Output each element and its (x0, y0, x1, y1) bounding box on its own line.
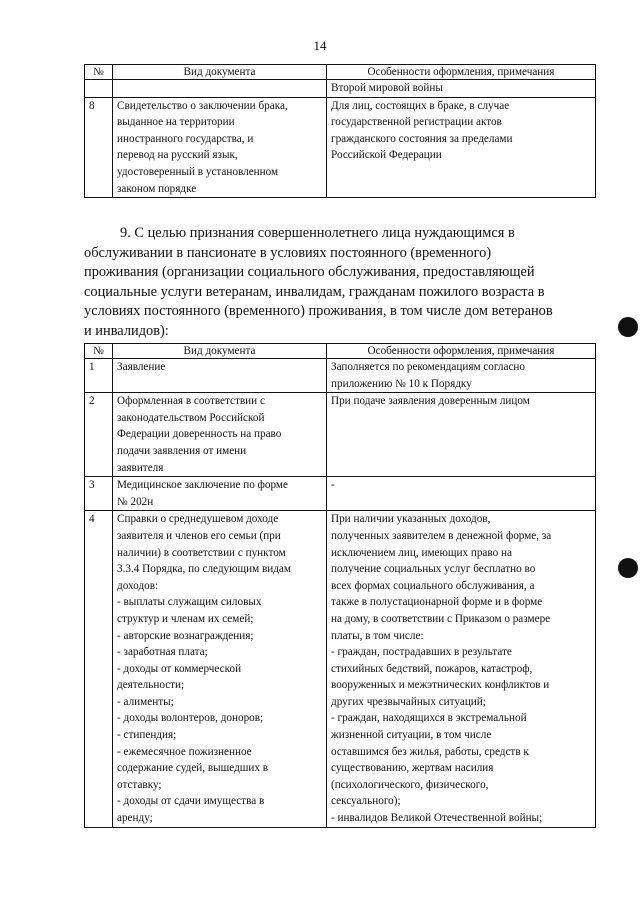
cell-line: содержание судей, вышедших в (117, 762, 269, 775)
table-header-row (85, 344, 596, 359)
cell-line: Свидетельство о заключении брака, (117, 99, 288, 112)
cell-line: Справки о среднедушевом доходе (117, 513, 279, 526)
document-cell (113, 511, 327, 827)
continuation-row (85, 80, 596, 98)
paragraph-line: проживания (организации социального обслуживания, предоставляющей (84, 264, 535, 281)
cell-line: Российской Федерации (331, 149, 442, 162)
paragraph-line: 9. С целью признания совершеннолетнего лица нуждающимся в (120, 225, 515, 241)
cell-line: - доходы от сдачи имущества в (117, 795, 265, 808)
cell-line: выданное на территории (117, 116, 235, 129)
documents-table-continued (84, 64, 596, 198)
punch-hole-dot (618, 558, 638, 578)
cell-line: жизненной ситуации, в том числе (331, 729, 492, 742)
cell-line: на дому, в соответствии с Приказом о размере (331, 612, 551, 625)
document-cell (113, 393, 327, 477)
table-header-row (85, 65, 596, 80)
cell-line: доходов: (117, 579, 159, 592)
cell-line: - доходы от коммерческой (117, 662, 242, 675)
cell-line: - заработная плата; (117, 646, 208, 659)
cell-line: - ежемесячное пожизненное (117, 745, 252, 758)
continuation-note: Второй мировой войны (327, 80, 596, 98)
table-body (85, 359, 596, 828)
cell-line: Заполняется по рекомендациям согласно (331, 361, 526, 373)
cell-line: всех формах социального обслуживания, а (331, 579, 535, 592)
row-number: 4 (85, 511, 113, 827)
note-cell (327, 393, 596, 477)
cell-line: - граждан, находящихся в экстремальной (331, 712, 527, 725)
cell-line: подачи заявления от имени (117, 444, 247, 457)
page-number: 14 (313, 38, 327, 53)
document-cell (113, 359, 327, 393)
table-row (85, 393, 596, 477)
cell-line: (психологического, физического, (331, 778, 489, 791)
cell-line: гражданского состояния за пределами (331, 132, 513, 145)
paragraph-line: условиях постоянного (временного) проживания, в том числе дом ветеранов (84, 303, 553, 320)
cell-line: сексуального); (331, 795, 401, 808)
cell-line: законом порядке (117, 182, 197, 195)
cell-line: - авторские вознаграждения; (117, 629, 254, 642)
cell-line: платы, в том числе: (331, 629, 424, 642)
cell-line: также в полустационарной форме и в форме (331, 596, 543, 609)
cell-line: структур и членам их семей; (117, 612, 254, 625)
note-cell (327, 511, 596, 827)
cell-line: иностранного государства, и (117, 132, 254, 145)
cell-line: оставшимся без жилья, работы, средств к (331, 745, 529, 758)
cell-line: перевод на русский язык, (117, 149, 238, 162)
empty-cell (85, 80, 113, 98)
paragraph-line: социальные услуги ветеранам, инвалидам, гражданам пожилого возраста в (84, 283, 545, 300)
cell-line: приложению № 10 к Порядку (331, 377, 472, 390)
cell-line: - выплаты служащим силовых (117, 596, 262, 609)
documents-table (84, 343, 596, 828)
cell-line: - инвалидов Великой Отечественной войны; (331, 812, 543, 825)
cell-line: - стипендия; (117, 729, 177, 742)
empty-cell (113, 80, 327, 98)
cell-line: Заявление (117, 361, 166, 373)
cell-line: При подаче заявления доверенным лицом (331, 395, 530, 408)
column-header-notes: Особенности оформления, примечания (327, 65, 596, 80)
cell-line: - доходы волонтеров, доноров; (117, 712, 264, 725)
table-row (85, 477, 596, 511)
cell-line: заявителя (117, 461, 164, 474)
cell-line: удостоверенный в установленном (117, 165, 279, 178)
column-header-number: № (85, 65, 113, 80)
table-row (85, 97, 596, 198)
row-number: 8 (85, 97, 113, 198)
document-cell (113, 477, 327, 511)
paragraph-line: и инвалидов): (84, 322, 169, 339)
column-header-document: Вид документа (113, 65, 327, 80)
cell-line: получение социальных услуг бесплатно во (331, 563, 536, 576)
cell-line: государственной регистрации актов (331, 116, 502, 129)
cell-line: полученных заявителем в денежной форме, за (331, 529, 552, 542)
cell-line: - алименты; (117, 695, 174, 708)
cell-line: Оформленная в соответствии с (117, 395, 265, 408)
cell-line: заявителя и членов его семьи (при (117, 529, 281, 542)
cell-line: аренду; (117, 812, 153, 825)
cell-line: законодательством Российской (117, 411, 265, 424)
note-cell (327, 477, 596, 511)
cell-line: Медицинское заключение по форме (117, 479, 288, 492)
table-row (85, 359, 596, 393)
document-cell (113, 97, 327, 198)
cell-line: Федерации доверенность на право (117, 428, 282, 441)
cell-line: 3.3.4 Порядка, по следующим видам (117, 563, 291, 576)
cell-line: стихийных бедствий, пожаров, катастроф, (331, 662, 533, 675)
cell-line: исключением лиц, имеющих право на (331, 546, 512, 559)
cell-line: деятельности; (117, 679, 185, 692)
table-row (85, 511, 596, 827)
punch-hole-dot (618, 317, 638, 337)
column-header-notes: Особенности оформления, примечания (327, 344, 596, 359)
cell-line: других чрезвычайных ситуаций; (331, 695, 486, 708)
cell-line: вооруженных и межэтнических конфликтов и (331, 679, 550, 692)
cell-line: отставку; (117, 778, 162, 791)
row-number: 3 (85, 477, 113, 511)
row-number: 1 (85, 359, 113, 393)
column-header-number: № (85, 344, 113, 359)
note-cell (327, 97, 596, 198)
cell-line: наличии) в соответствии с пунктом (117, 546, 286, 559)
row-number: 2 (85, 393, 113, 477)
column-header-document: Вид документа (113, 344, 327, 359)
cell-line: № 202н (117, 495, 154, 508)
cell-line: - граждан, пострадавших в результате (331, 646, 512, 659)
cell-line: существованию, жертвам насилия (331, 762, 494, 775)
paragraph-line: обслуживании в пансионате в условиях постоянного (временного) (84, 244, 492, 261)
note-cell (327, 359, 596, 393)
paragraph-9 (84, 224, 595, 342)
cell-line: Для лиц, состоящих в браке, в случае (331, 99, 510, 112)
cell-line: - (331, 479, 335, 492)
cell-line: При наличии указанных доходов, (331, 513, 491, 526)
